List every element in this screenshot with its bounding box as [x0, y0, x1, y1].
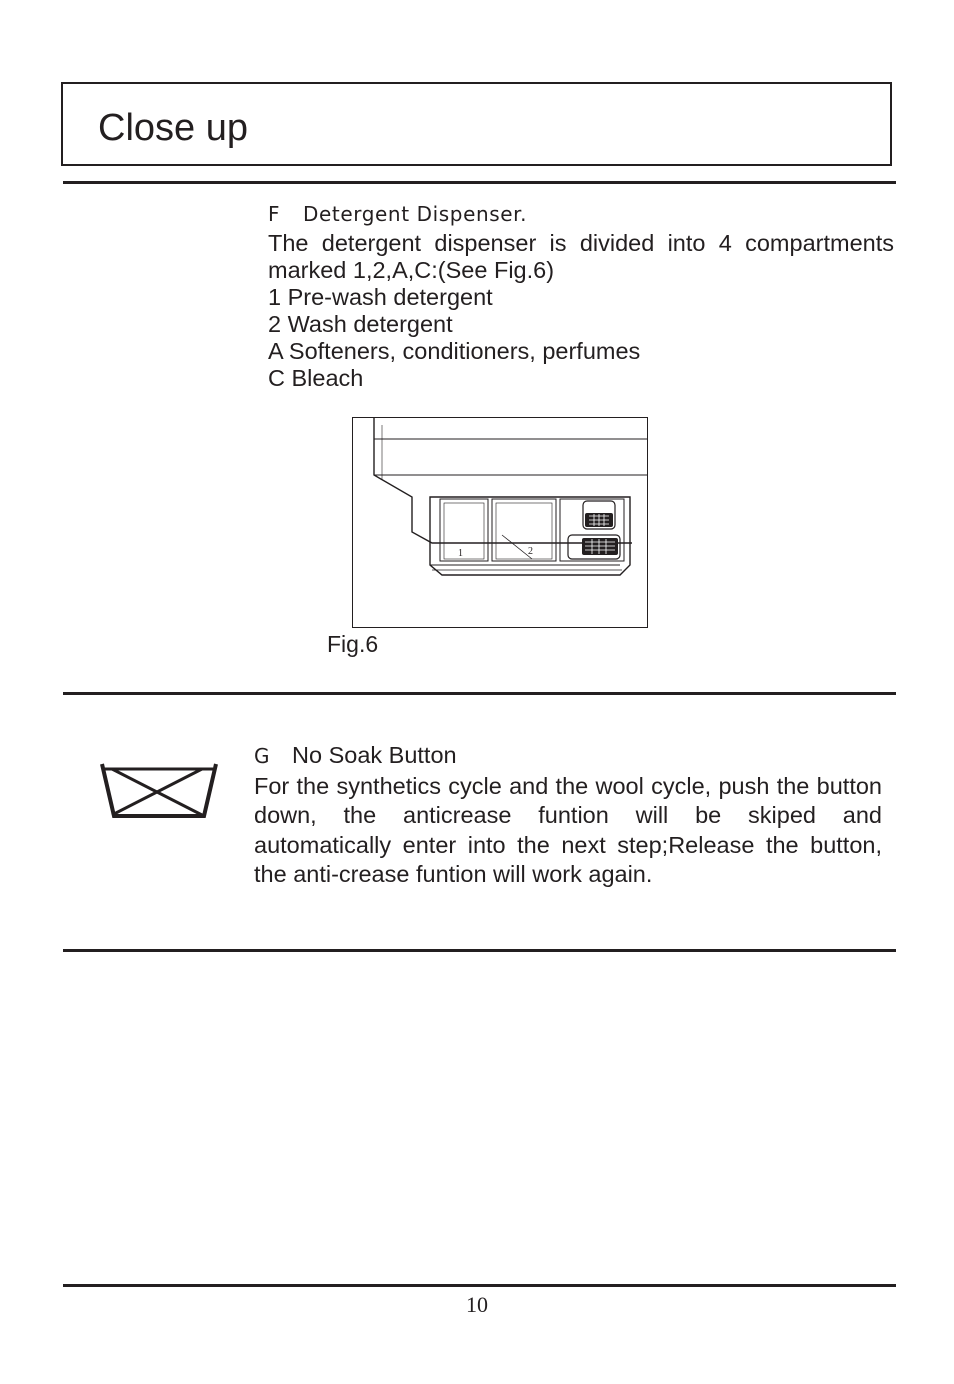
figure-caption: Fig.6 [327, 631, 379, 657]
section-g-letter: G [254, 744, 270, 768]
section-f-letter: F [268, 202, 281, 226]
list-item: C Bleach [268, 365, 364, 391]
detergent-drawer-figure [352, 417, 648, 628]
page-title: Close up [98, 107, 248, 149]
section-detergent-dispenser [268, 201, 894, 392]
divider [63, 949, 896, 952]
section-f-intro: The detergent dispenser is divided into 4 compartments marked 1,2,A,C:(See Fig.6) [268, 230, 894, 283]
page-number: 10 [466, 1292, 488, 1317]
section-f-title: Detergent Dispenser. [303, 202, 528, 226]
divider [63, 181, 896, 184]
no-wash-tub-icon [100, 760, 220, 820]
list-item: 1 Pre-wash detergent [268, 284, 493, 310]
section-f-heading [268, 201, 894, 228]
footer-divider [63, 1284, 896, 1287]
section-g-body: For the synthetics cycle and the wool cycle, push the button down, the anticrease funtion will be skiped and automatically enter into the next step;Release the button, the anti-crease funtion will work again. [254, 772, 882, 887]
list-item: 2 Wash detergent [268, 311, 453, 337]
section-no-soak-button [254, 741, 882, 890]
list-item: A Softeners, conditioners, perfumes [268, 338, 641, 364]
compartment-label-2: 2 [528, 546, 533, 557]
section-g-heading [254, 741, 882, 772]
section-g-title: No Soak Button [292, 742, 457, 768]
compartment-label-1: 1 [458, 548, 463, 559]
divider [63, 692, 896, 695]
title-box [61, 82, 892, 166]
